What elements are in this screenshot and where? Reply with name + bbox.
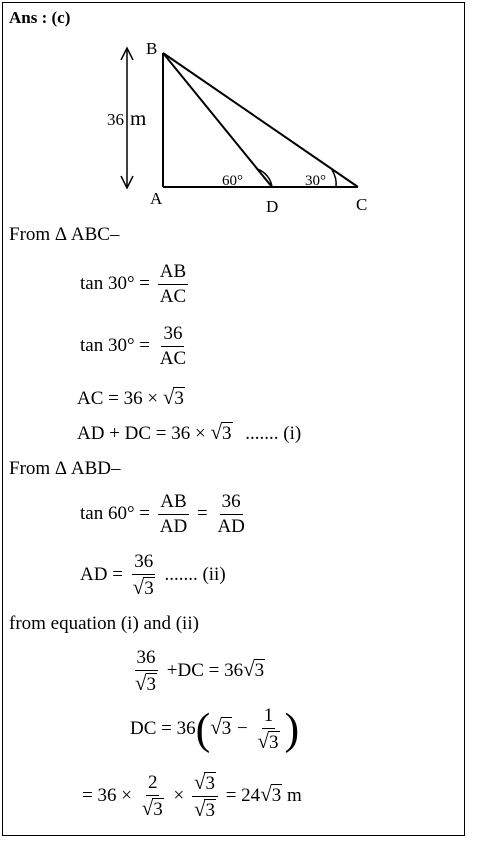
eq2-den: AC	[159, 348, 187, 369]
eq9-unit: m	[286, 784, 302, 806]
eq3-sqrt: √3	[162, 385, 184, 409]
answer-label: Ans : (c)	[9, 8, 71, 27]
eq9-fraction-1	[140, 773, 166, 820]
eq5-den2: AD	[217, 516, 245, 537]
eq7-num: 36	[135, 648, 158, 671]
eq7-den-radicand: 3	[146, 674, 157, 695]
eq6-den-radicand: 3	[144, 578, 154, 599]
eq5-den1: AD	[159, 516, 188, 537]
equation-4	[77, 421, 301, 445]
triangle-diagram	[100, 36, 390, 216]
eq9-result-radicand: 3	[271, 784, 282, 806]
eq4-tag: ....... (i)	[245, 423, 302, 444]
label-a: A	[150, 189, 163, 208]
label-c: C	[356, 195, 368, 214]
eq6-num: 36	[132, 552, 155, 575]
equation-1	[80, 262, 191, 307]
eq9-den2-radicand: 3	[205, 800, 215, 821]
equation-8: DC = 36(√3 − $\frac{1}{√3}$ )	[130, 704, 300, 754]
eq8-den: √3	[257, 729, 279, 753]
eq9-num2: √3	[192, 772, 218, 797]
eq5-equals: =	[196, 502, 208, 524]
eq2-fraction	[158, 324, 188, 369]
eq4-lhs: AD + DC = 36 ×	[77, 423, 206, 444]
eq4-radicand: 3	[222, 423, 232, 444]
eq1-den: AC	[159, 286, 187, 307]
side-bd	[163, 53, 272, 187]
side-bc	[163, 53, 358, 187]
label-b: B	[146, 39, 158, 58]
eq5-fraction-2	[215, 492, 246, 537]
angle-c-label: 30°	[305, 173, 326, 189]
equation-5	[80, 492, 250, 537]
eq7-radicand: 3	[254, 659, 265, 681]
height-unit: m	[130, 106, 147, 130]
eq9-den2: √3	[193, 797, 215, 821]
eq4-sqrt: √3	[210, 420, 232, 444]
eq5-num1: AB	[158, 492, 188, 515]
equation-7	[130, 648, 265, 695]
eq8-fraction	[256, 706, 282, 753]
eq9-result-sqrt: √3	[260, 781, 282, 806]
equation-6	[80, 552, 226, 599]
heading-abc: From Δ ABC–	[9, 224, 120, 245]
height-value: 36	[107, 110, 124, 129]
eq9-times: ×	[173, 784, 185, 806]
eq5-lhs: tan 60° =	[80, 502, 151, 524]
eq7-mid: +DC = 36	[166, 659, 244, 681]
eq9-fraction-2	[192, 772, 218, 821]
eq7-fraction	[133, 648, 159, 695]
eq1-fraction	[158, 262, 188, 307]
eq9-result: = 24	[225, 784, 261, 806]
equation-9	[82, 772, 302, 821]
equation-3	[77, 386, 185, 410]
eq9-den1: √3	[141, 796, 163, 820]
eq9-lhs: = 36 ×	[82, 784, 132, 806]
eq8-lhs: DC = 36	[130, 717, 196, 739]
eq1-num: AB	[158, 262, 188, 285]
equation-2	[80, 324, 191, 369]
angle-d-label: 60°	[222, 173, 243, 189]
eq8-radicand: 3	[221, 717, 232, 739]
heading-from-equations: from equation (i) and (ii)	[9, 613, 199, 634]
eq8-minus: −	[237, 717, 248, 739]
eq9-den1-radicand: 3	[153, 799, 163, 820]
eq6-fraction	[131, 552, 157, 599]
eq7-sqrt: √3	[243, 656, 265, 681]
eq6-den: √3	[132, 575, 154, 599]
eq5-fraction-1	[158, 492, 189, 537]
eq6-tag: ....... (ii)	[164, 563, 226, 585]
eq8-num: 1	[262, 706, 276, 729]
eq3-lhs: AC = 36 ×	[77, 388, 159, 409]
eq3-radicand: 3	[174, 388, 184, 409]
eq5-num2: 36	[220, 492, 243, 515]
eq1-lhs: tan 30° =	[80, 272, 151, 294]
eq9-num2-radicand: 3	[205, 773, 215, 794]
eq8-den-radicand: 3	[269, 732, 279, 753]
label-d: D	[266, 197, 279, 216]
eq7-den: √3	[135, 671, 157, 695]
heading-abd: From Δ ABD–	[9, 458, 121, 479]
eq6-lhs: AD =	[80, 563, 123, 585]
eq9-num1: 2	[146, 773, 160, 796]
eq8-sqrt: √3	[210, 714, 232, 739]
eq2-lhs: tan 30° =	[80, 334, 151, 356]
eq2-num: 36	[161, 324, 184, 347]
